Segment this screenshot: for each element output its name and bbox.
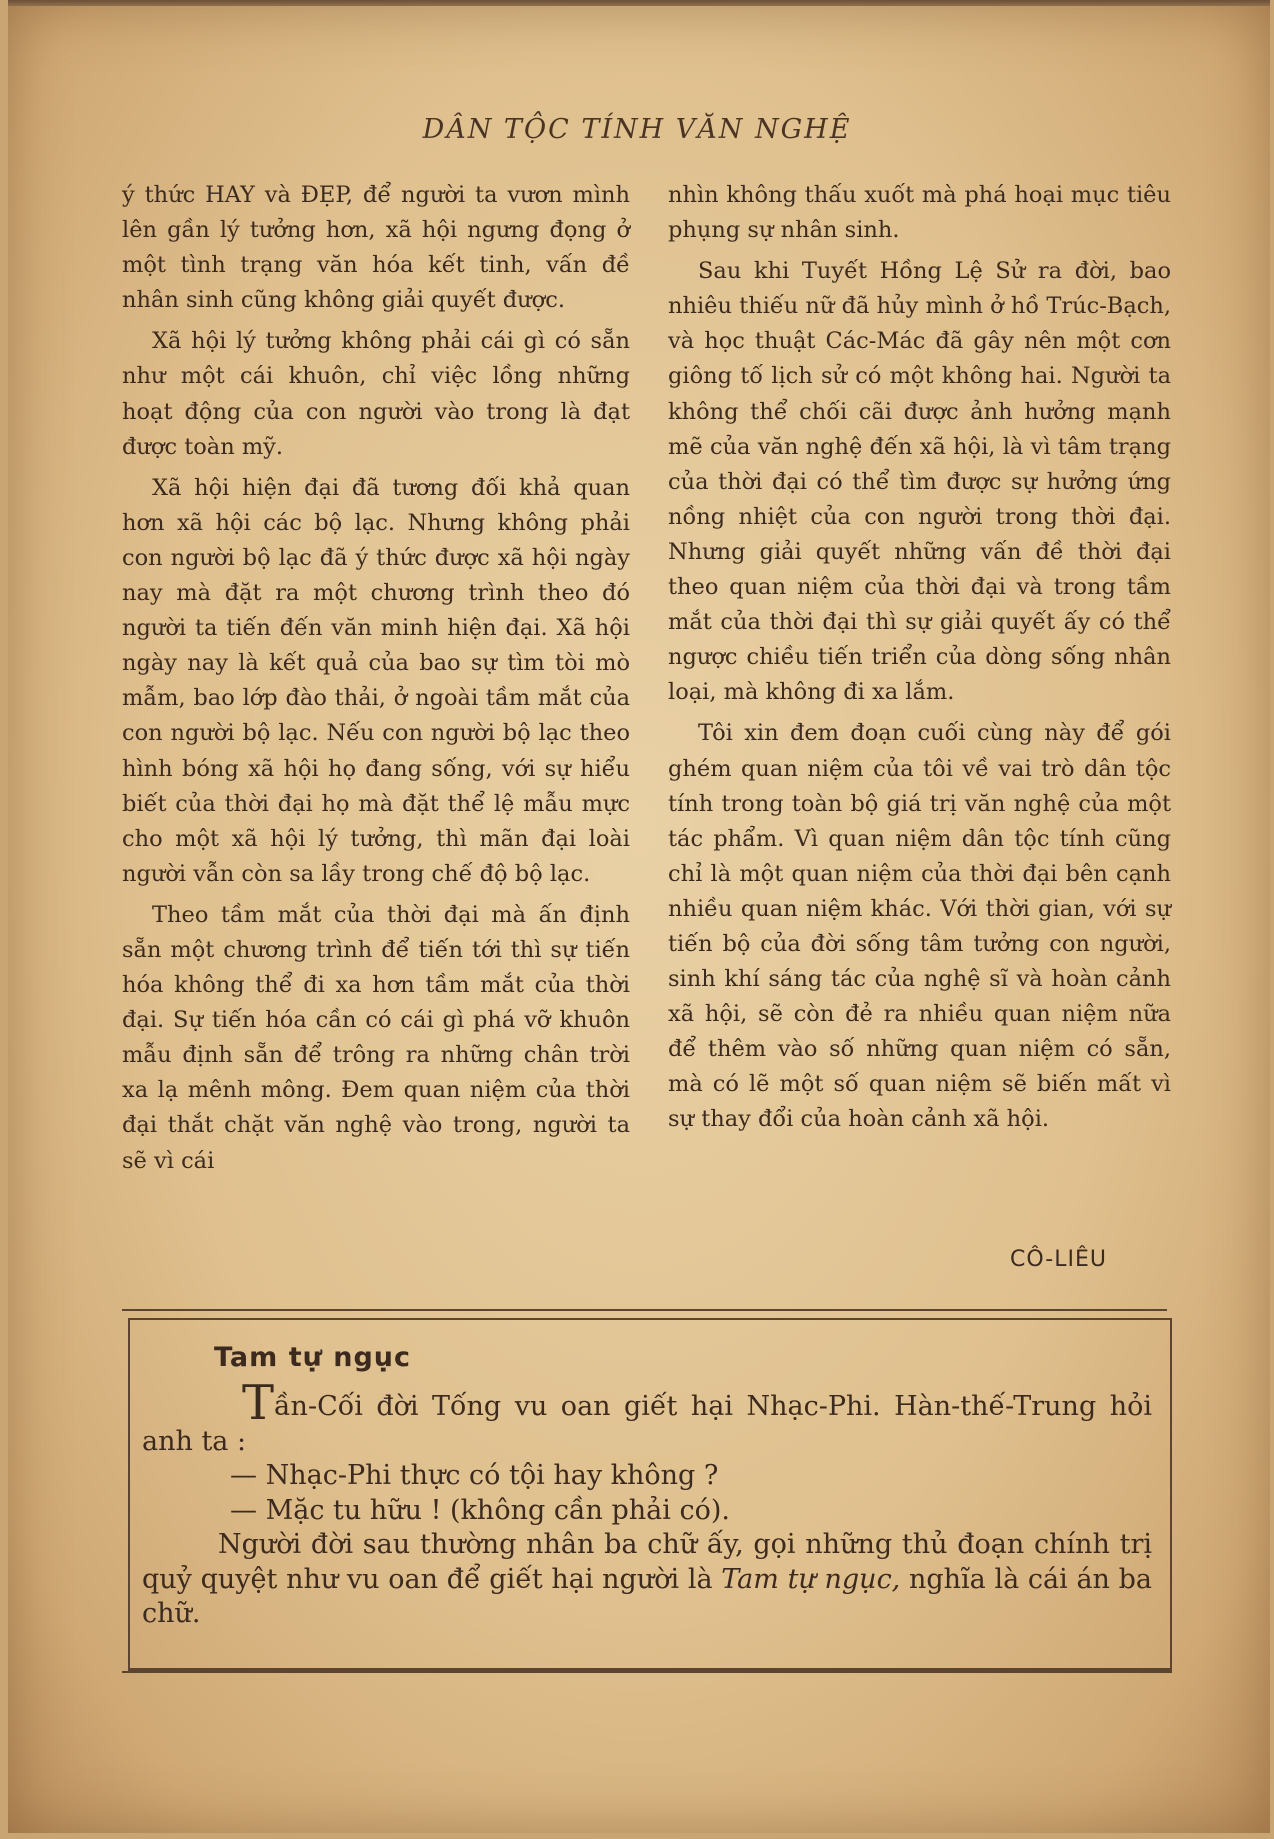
paragraph: Tôi xin đem đoạn cuối cùng này để gói ghém quan niệm của tôi về vai trò dân tộc tính trong toàn bộ giá trị văn nghệ của một tác phẩm. Vì quan niệm dân tộc tính cũng chỉ là một quan niệm của thời đại bên cạnh nhiều quan niệm khác. Với thời gian, với sự tiến bộ của đời sống tâm tưởng con người, sinh khí sáng tác của nghệ sĩ và hoàn cảnh xã hội, sẽ còn đẻ ra nhiều quan niệm nữa để thêm vào số những quan niệm có sẵn, mà có lẽ một số quan niệm sẽ biến mất vì sự thay đổi của hoàn cảnh xã hội. [668,720,1171,1133]
box-title: Tam tự ngục [214,1342,411,1373]
box-paragraph-opening [142,1375,1152,1459]
closing-text-end: nghĩa là cái án ba chữ. [142,1563,1153,1629]
dialogue-line: — Nhạc-Phi thực có tội hay không ? [230,1460,719,1491]
anecdote-box [128,1318,1172,1671]
box-body [142,1375,1153,1632]
section-divider [122,1309,1167,1311]
closing-text: Người đời sau thường nhân ba chữ ấy, gọi những thủ đoạn chính trị quỷ quyệt như vu oan để giết hại người là [142,1529,1152,1595]
paragraph: ý thức HAY và ĐẸP, để người ta vươn mình lên gần lý tưởng hơn, xã hội ngưng đọng ở một tình trạng văn hóa kết tinh, vấn đề nhân sinh cũng không giải quyết được. [122,182,630,314]
running-title: DÂN TỘC TÍNH VĂN NGHỆ [422,114,852,145]
drop-cap: T [242,1375,275,1431]
author-signature: CÔ-LIÊU [1010,1247,1107,1272]
paragraph: Sau khi Tuyết Hồng Lệ Sử ra đời, bao nhiêu thiếu nữ đã hủy mình ở hồ Trúc-Bạch, và học thuật Các-Mác đã gây nên một cơn giông tố lịch sử có một không hai. Người ta không thể chối cãi được ảnh hưởng mạnh mẽ của văn nghệ đến xã hội, là vì tâm trạng của thời đại có thể tìm được sự hưởng ứng nồng nhiệt của con người trong thời đại. Nhưng giải quyết những vấn đề thời đại theo quan niệm của thời đại và trong tầm mắt của thời đại thì sự giải quyết ấy có thể ngược chiều tiến triển của dòng sống nhân loại, mà không đi xa lắm. [668,258,1171,706]
opening-text: ần-Cối đời Tống vu oan giết hại Nhạc-Phi. Hàn-thế-Trung hỏi anh ta : [142,1391,1152,1457]
article-right-column [668,178,1171,1138]
paragraph: Xã hội lý tưởng không phải cái gì có sẵn như một cái khuôn, chỉ việc lồng những hoạt động của con người vào trong là đạt được toàn mỹ. [122,328,630,460]
article-left-column [122,178,630,1179]
box-paragraph-closing [142,1528,1152,1632]
paragraph: Xã hội hiện đại đã tương đối khả quan hơn xã hội các bộ lạc. Nhưng không phải con người bộ lạc đã ý thức được xã hội ngày nay mà đặt ra một chương trình theo đó người ta tiến đến văn minh hiện đại. Xã hội ngày nay là kết quả của bao sự tìm tòi mò mẫm, bao lớp đào thải, ở ngoài tầm mắt của con người bộ lạc. Nếu con người bộ lạc theo hình bóng xã hội họ đang sống, với sự hiểu biết của thời đại họ mà đặt thể lệ mẫu mực cho một xã hội lý tưởng, thì mãn đại loài người vẫn còn sa lầy trong chế độ bộ lạc. [122,474,630,887]
box-bottom-rule [122,1671,1172,1673]
dialogue-line: — Mặc tu hữu ! (không cần phải có). [230,1494,730,1526]
paragraph: Theo tầm mắt của thời đại mà ấn định sẵn một chương trình để tiến tới thì sự tiến hóa không thể đi xa hơn tầm mắt của thời đại. Sự tiến hóa cần có cái gì phá vỡ khuôn mẫu định sẵn để trông ra những chân trời xa lạ mênh mông. Đem quan niệm của thời đại thắt chặt văn nghệ vào trong, người ta sẽ vì cái [122,901,630,1174]
paragraph: nhìn không thấu xuốt mà phá hoại mục tiêu phụng sự nhân sinh. [668,182,1171,244]
closing-term: Tam tự ngục, [721,1563,901,1595]
